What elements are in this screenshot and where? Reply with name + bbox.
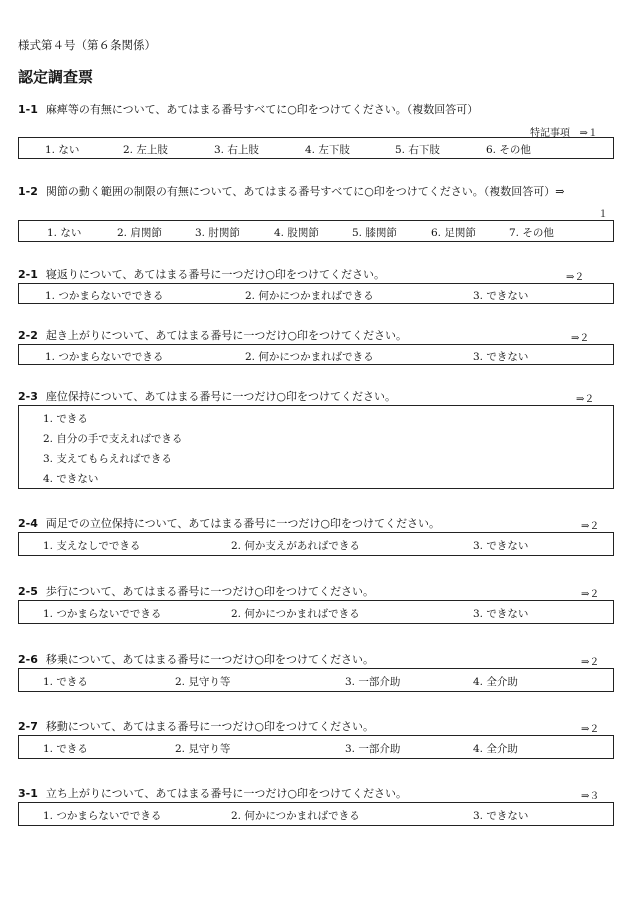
question-number: 2-5 — [18, 585, 38, 598]
ref-2-5: ⇒２ — [581, 589, 600, 600]
answer-box-2-6 — [18, 668, 614, 692]
answer-box-2-5 — [18, 600, 614, 624]
ref-2-6: ⇒２ — [581, 657, 600, 668]
question-text: 移乗について、あてはまる番号に一つだけ○印をつけてください。 — [45, 653, 375, 666]
question-text: 起き上がりについて、あてはまる番号に一つだけ○印をつけてください。 — [45, 329, 408, 342]
option-2[interactable]: 2. 何かにつかまればできる — [245, 351, 374, 363]
option-2[interactable]: 2. 自分の手で支えればできる — [43, 433, 183, 445]
option-1[interactable]: 1. できる — [43, 743, 88, 755]
answer-box-2-7 — [18, 735, 614, 759]
question-1-1 — [18, 101, 478, 117]
option-1[interactable]: 1. つかまらないでできる — [45, 290, 164, 302]
question-text: 移動について、あてはまる番号に一つだけ○印をつけてください。 — [45, 720, 375, 733]
option-2[interactable]: 2. 何かにつかまればできる — [231, 810, 360, 822]
question-text: 関節の動く範囲の制限の有無について、あてはまる番号すべてに○印をつけてください。（複数回答可）⇒ — [45, 185, 565, 198]
question-text: 立ち上がりについて、あてはまる番号に一つだけ○印をつけてください。 — [45, 787, 408, 800]
option-3[interactable]: 3. 右上肢 — [214, 144, 259, 156]
option-3[interactable]: 3. 支えてもらえればできる — [43, 453, 172, 465]
ref-2-4: ⇒２ — [581, 521, 600, 532]
option-3[interactable]: 3. できない — [473, 810, 529, 822]
option-1[interactable]: 1. できる — [43, 676, 88, 688]
ref-2-1: ⇒２ — [566, 272, 585, 283]
option-2[interactable]: 2. 何かにつかまればできる — [231, 608, 360, 620]
option-6[interactable]: 6. その他 — [486, 144, 531, 156]
option-3[interactable]: 3. 肘関節 — [195, 227, 240, 239]
option-3[interactable]: 3. できない — [473, 608, 529, 620]
document-title: 認定調査票 — [18, 68, 94, 86]
question-2-7 — [18, 718, 374, 734]
question-number: 3-1 — [18, 787, 38, 800]
option-2[interactable]: 2. 左上肢 — [123, 144, 168, 156]
option-4[interactable]: 4. 全介助 — [473, 743, 518, 755]
option-2[interactable]: 2. 肩関節 — [117, 227, 162, 239]
question-2-3 — [18, 388, 396, 404]
option-4[interactable]: 4. 左下肢 — [305, 144, 350, 156]
question-2-6 — [18, 651, 374, 667]
option-4[interactable]: 4. できない — [43, 473, 99, 485]
ref-2-7: ⇒２ — [581, 724, 600, 735]
option-1[interactable]: 1. ない — [47, 227, 82, 239]
option-5[interactable]: 5. 膝関節 — [352, 227, 397, 239]
question-number: 2-6 — [18, 653, 38, 666]
option-4[interactable]: 4. 全介助 — [473, 676, 518, 688]
option-1[interactable]: 1. つかまらないでできる — [43, 608, 162, 620]
answer-box-2-3 — [18, 405, 614, 489]
option-2[interactable]: 2. 見守り等 — [175, 676, 231, 688]
question-3-1 — [18, 785, 407, 801]
question-number: 1-1 — [18, 103, 38, 116]
answer-box-2-1 — [18, 283, 614, 304]
question-number: 2-7 — [18, 720, 38, 733]
option-1[interactable]: 1. 支えなしでできる — [43, 540, 141, 552]
answer-box-1-1 — [18, 137, 614, 159]
form-number: 様式第４号（第６条関係） — [18, 38, 156, 52]
question-2-2 — [18, 327, 407, 343]
question-text: 座位保持について、あてはまる番号に一つだけ○印をつけてください。 — [45, 390, 397, 403]
option-3[interactable]: 3. 一部介助 — [345, 676, 401, 688]
answer-box-3-1 — [18, 802, 614, 826]
option-6[interactable]: 6. 足関節 — [431, 227, 476, 239]
question-number: 2-3 — [18, 390, 38, 403]
question-2-5 — [18, 583, 374, 599]
option-1[interactable]: 1. つかまらないでできる — [45, 351, 164, 363]
question-number: 1-2 — [18, 185, 38, 198]
question-text: 歩行について、あてはまる番号に一つだけ○印をつけてください。 — [45, 585, 375, 598]
option-1[interactable]: 1. つかまらないでできる — [43, 810, 162, 822]
answer-box-2-4 — [18, 532, 614, 556]
option-1[interactable]: 1. ない — [45, 144, 80, 156]
option-3[interactable]: 3. できない — [473, 351, 529, 363]
question-number: 2-1 — [18, 268, 38, 281]
option-4[interactable]: 4. 股関節 — [274, 227, 319, 239]
question-1-2 — [18, 183, 565, 199]
option-3[interactable]: 3. 一部介助 — [345, 743, 401, 755]
option-3[interactable]: 3. できない — [473, 290, 529, 302]
ref-2-2: ⇒２ — [571, 333, 590, 344]
ref-arrow: ⇒１ — [579, 128, 598, 139]
special-note-label: 特記事項 — [530, 128, 570, 139]
question-text: 麻痺等の有無について、あてはまる番号すべてに○印をつけてください。（複数回答可） — [45, 103, 479, 116]
question-2-4 — [18, 515, 440, 531]
option-7[interactable]: 7. その他 — [509, 227, 554, 239]
ref-2-3: ⇒２ — [576, 394, 595, 405]
ref-3-1: ⇒３ — [581, 791, 600, 802]
question-number: 2-4 — [18, 517, 38, 530]
option-2[interactable]: 2. 何か支えがあればできる — [231, 540, 360, 552]
option-3[interactable]: 3. できない — [473, 540, 529, 552]
option-1[interactable]: 1. できる — [43, 413, 88, 425]
answer-box-2-2 — [18, 344, 614, 365]
option-2[interactable]: 2. 見守り等 — [175, 743, 231, 755]
question-2-1 — [18, 266, 385, 282]
question-number: 2-2 — [18, 329, 38, 342]
question-text: 寝返りについて、あてはまる番号に一つだけ○印をつけてください。 — [45, 268, 386, 281]
option-5[interactable]: 5. 右下肢 — [395, 144, 440, 156]
ref-wrap-1-2: １ — [598, 209, 608, 220]
answer-box-1-2 — [18, 220, 614, 242]
question-text: 両足での立位保持について、あてはまる番号に一つだけ○印をつけてください。 — [45, 517, 441, 530]
option-2[interactable]: 2. 何かにつかまればできる — [245, 290, 374, 302]
